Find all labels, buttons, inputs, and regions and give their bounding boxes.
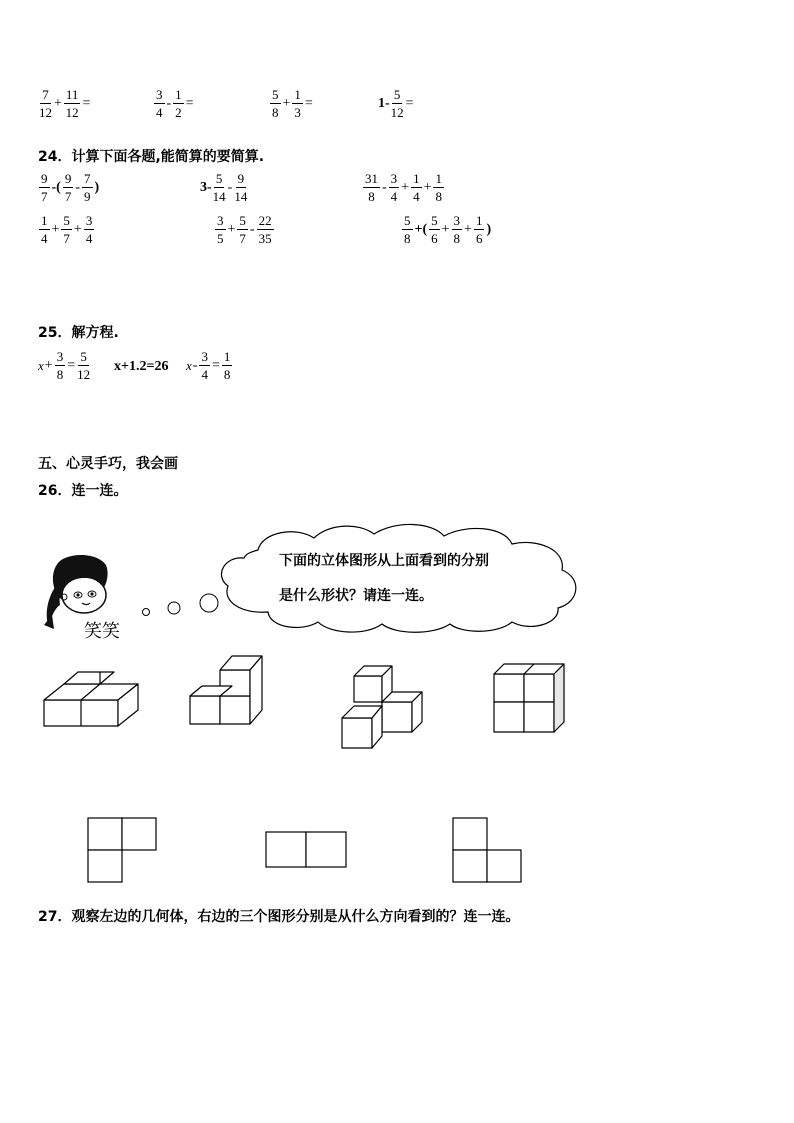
question-26-title: 26．连一连。 — [38, 483, 128, 499]
top-view-shape-3 — [451, 816, 525, 884]
q25-equation-2: x+1.2=26 — [114, 359, 169, 374]
cloud-text-line-2: 是什么形状？请连一连。 — [279, 588, 433, 604]
top-view-shape-2 — [264, 830, 348, 870]
solid-figure-3 — [336, 662, 432, 752]
question-24-title: 24．计算下面各题,能简算的要简算. — [38, 149, 265, 165]
speech-cloud — [218, 520, 584, 632]
row1-expr-1: $\frac{7}{12}$ + $\frac{11}{12}$ = — [39, 87, 91, 120]
top-view-shape-1 — [86, 816, 158, 884]
q24-expr-1: $\frac{9}{7}$ -( $\frac{9}{7}$ - $\frac{7}{9}$ ) — [41, 171, 100, 204]
cloud-text-line-1: 下面的立体图形从上面看到的分别 — [279, 553, 489, 569]
q24-expr-4: $\frac{1}{4}$ + $\frac{5}{7}$ + $\frac{3}{4}$ — [41, 213, 93, 246]
question-27-title: 27．观察左边的几何体，右边的三个图形分别是从什么方向看到的？连一连。 — [38, 909, 520, 925]
girl-name-label: 笑笑 — [84, 621, 120, 642]
q25-equation-1: x + $\frac{3}{8}$ = $\frac{5}{12}$ — [38, 349, 91, 382]
q24-expr-5: $\frac{3}{5}$ + $\frac{5}{7}$ - $\frac{22}{35}$ — [217, 213, 272, 246]
section-5-title: 五、心灵手巧，我会画 — [38, 456, 178, 472]
solid-figure-4 — [490, 660, 570, 736]
question-25-title: 25．解方程. — [38, 325, 119, 341]
row1-expr-4: 1- $\frac{5}{12}$ = — [378, 87, 414, 120]
solid-figure-1 — [38, 668, 138, 738]
q24-expr-3: $\frac{31}{8}$ - $\frac{3}{4}$ + $\frac{1}{4}$ + $\frac{1}{8}$ — [365, 171, 442, 204]
q25-equation-3: x - $\frac{3}{4}$ = $\frac{1}{8}$ — [186, 349, 231, 382]
row1-expr-3: $\frac{5}{8}$ + $\frac{1}{3}$ = — [272, 87, 313, 120]
q24-expr-6: $\frac{5}{8}$ +( $\frac{5}{6}$ + $\frac{3}{8}$ + $\frac{1}{6}$ ) — [404, 213, 492, 246]
q24-expr-2: 3- $\frac{5}{14}$ - $\frac{9}{14}$ — [200, 171, 248, 204]
solid-figure-2 — [186, 652, 266, 728]
thought-bubbles — [140, 590, 220, 620]
row1-expr-2: $\frac{3}{4}$ - $\frac{1}{2}$ = — [156, 87, 194, 120]
